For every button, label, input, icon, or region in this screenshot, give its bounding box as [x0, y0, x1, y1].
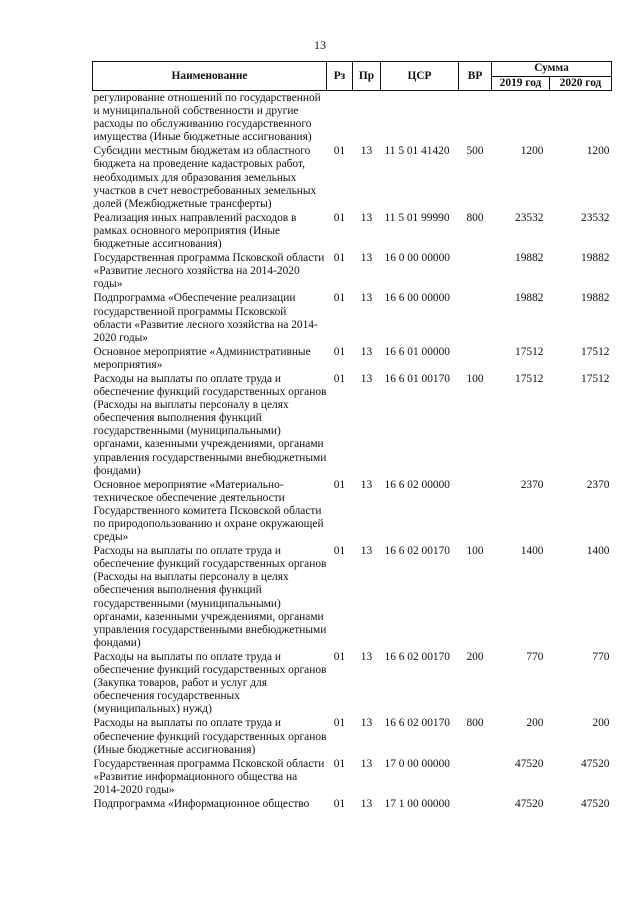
row-name: Государственная программа Псковской области «Развитие лесного хозяйства на 2014-2020 годы»	[93, 252, 325, 291]
table-row	[93, 251, 612, 291]
row-vr	[459, 291, 492, 344]
row-sum-2020: 770	[592, 650, 610, 663]
row-sum-2019: 2370	[520, 478, 544, 491]
page-number: 13	[314, 38, 326, 52]
row-csr: 17 1 00 00000	[384, 797, 450, 810]
row-name: Основное мероприятие «Материально-техническое обеспечение деятельности Государственного комитета Псковской области по природопользованию и охране окружающей среды»	[93, 478, 324, 544]
table-row	[93, 211, 612, 251]
row-pr: 13	[360, 145, 373, 158]
row-csr	[381, 91, 459, 145]
row-sum-2020	[550, 91, 612, 145]
row-sum-2020: 19882	[581, 292, 610, 305]
table-row	[93, 544, 612, 650]
row-vr: 100	[466, 372, 484, 385]
row-name: Расходы на выплаты по оплате труда и обеспечение функций государственных органов (Закупка товаров, работ и услуг для обеспечения государственных (муниципальных) нужд)	[93, 650, 327, 716]
row-rz: 01	[333, 545, 346, 558]
row-name: регулирование отношений по государственной и муниципальной собственности и другие расходы по обслуживанию государственного имущества (Иные бюджетные ассигнования)	[93, 92, 321, 144]
row-sum-2020: 47520	[581, 757, 610, 770]
row-csr: 16 6 02 00170	[384, 717, 450, 730]
row-sum-2019: 47520	[515, 797, 544, 810]
row-name: Расходы на выплаты по оплате труда и обеспечение функций государственных органов (Расходы на выплаты персоналу в целях обеспечения выполнения функций государственными (муниципальными) органами, казенными учреждениями, органами управления государственными внебюджетными фондами)	[93, 545, 327, 649]
row-pr: 13	[360, 252, 373, 265]
row-vr	[459, 797, 492, 811]
row-pr: 13	[360, 211, 373, 224]
row-csr: 11 5 01 99990	[384, 211, 450, 224]
row-rz: 01	[333, 211, 346, 224]
table-row	[93, 144, 612, 210]
table-row	[93, 757, 612, 797]
row-pr	[353, 91, 381, 145]
row-sum-2020: 19882	[581, 252, 610, 265]
row-rz: 01	[333, 717, 346, 730]
table-row	[93, 478, 612, 544]
row-csr: 16 6 02 00170	[384, 545, 450, 558]
row-csr: 16 0 00 00000	[384, 252, 450, 265]
row-pr: 13	[360, 797, 373, 810]
row-vr	[459, 345, 492, 372]
row-sum-2019: 17512	[515, 372, 544, 385]
row-name: Реализация иных направлений расходов в рамках основного мероприятия (Иные бюджетные ассигнования)	[93, 211, 297, 251]
row-sum-2020: 1400	[586, 545, 610, 558]
row-pr: 13	[360, 292, 373, 305]
table-row	[93, 372, 612, 478]
row-vr	[459, 478, 492, 544]
row-sum-2019	[492, 91, 550, 145]
row-name: Расходы на выплаты по оплате труда и обеспечение функций государственных органов (Расходы на выплаты персоналу в целях обеспечения выполнения функций государственными (муниципальными) органами, казенными учреждениями, органами управления государственными внебюджетными фондами)	[93, 372, 327, 477]
row-name: Подпрограмма «Обеспечение реализации государственной программы Псковской области «Развитие лесного хозяйства на 2014-2020 годы»	[93, 292, 318, 344]
header-sum: Сумма	[492, 62, 612, 77]
row-sum-2019: 770	[526, 650, 544, 663]
row-vr	[459, 757, 492, 797]
row-sum-2019: 17512	[515, 345, 544, 358]
header-pr: Пр	[353, 62, 381, 91]
table-row	[93, 797, 612, 811]
table-row	[93, 650, 612, 716]
table-header	[93, 62, 612, 91]
row-csr: 16 6 02 00000	[384, 478, 450, 491]
row-rz: 01	[333, 372, 346, 385]
row-vr	[459, 91, 492, 145]
row-sum-2019: 47520	[515, 757, 544, 770]
row-pr: 13	[360, 478, 373, 491]
table-row	[93, 91, 612, 145]
header-vr: ВР	[459, 62, 492, 91]
row-csr: 16 6 00 00000	[384, 292, 450, 305]
row-csr: 16 6 01 00170	[384, 372, 450, 385]
row-vr: 500	[466, 145, 484, 158]
header-year-2019: 2019 год	[492, 76, 550, 91]
row-csr: 11 5 01 41420	[384, 145, 450, 158]
row-sum-2020: 17512	[581, 345, 610, 358]
row-sum-2020: 47520	[581, 797, 610, 810]
row-csr: 16 6 01 00000	[384, 345, 450, 358]
header-csr: ЦСР	[381, 62, 459, 91]
table-row	[93, 345, 612, 372]
row-csr: 17 0 00 00000	[384, 757, 450, 770]
row-sum-2019: 200	[526, 717, 544, 730]
row-name: Подпрограмма «Информационное общество	[93, 797, 310, 810]
row-pr: 13	[360, 717, 373, 730]
row-rz: 01	[333, 345, 346, 358]
row-sum-2019: 23532	[515, 211, 544, 224]
table-row	[93, 291, 612, 344]
row-sum-2020: 200	[592, 717, 610, 730]
table-body	[93, 91, 612, 812]
row-pr: 13	[360, 757, 373, 770]
row-rz: 01	[333, 478, 346, 491]
row-sum-2020: 2370	[586, 478, 610, 491]
row-vr: 800	[466, 211, 484, 224]
table-row	[93, 716, 612, 756]
header-rz: Рз	[327, 62, 353, 91]
row-rz: 01	[333, 252, 346, 265]
row-rz: 01	[333, 797, 346, 810]
row-rz: 01	[333, 145, 346, 158]
budget-table-container	[92, 61, 611, 811]
row-vr: 800	[466, 717, 484, 730]
row-pr: 13	[360, 545, 373, 558]
row-vr: 100	[466, 545, 484, 558]
row-pr: 13	[360, 372, 373, 385]
row-vr	[459, 251, 492, 291]
row-name: Государственная программа Псковской области «Развитие информационного общества на 2014-2020 годы»	[93, 757, 325, 796]
row-sum-2019: 1400	[520, 545, 544, 558]
row-name: Расходы на выплаты по оплате труда и обеспечение функций государственных органов (Иные бюджетные ассигнования)	[93, 717, 327, 756]
header-year-2020: 2020 год	[550, 76, 612, 91]
row-pr: 13	[360, 345, 373, 358]
row-name: Субсидии местным бюджетам из областного бюджета на проведение кадастровых работ, необходимых для образования земельных участков в счет невостребованных земельных долей (Межбюджетные трансферты)	[93, 145, 317, 210]
row-csr: 16 6 02 00170	[384, 650, 450, 663]
row-sum-2020: 23532	[581, 211, 610, 224]
row-vr: 200	[466, 650, 484, 663]
row-sum-2020: 1200	[586, 145, 610, 158]
row-pr: 13	[360, 650, 373, 663]
row-sum-2019: 19882	[515, 292, 544, 305]
row-sum-2019: 19882	[515, 252, 544, 265]
row-rz	[327, 91, 353, 145]
row-rz: 01	[333, 292, 346, 305]
header-name: Наименование	[93, 62, 327, 91]
budget-table	[92, 61, 612, 811]
row-sum-2020: 17512	[581, 372, 610, 385]
row-rz: 01	[333, 650, 346, 663]
row-name: Основное мероприятие «Административные мероприятия»	[93, 345, 311, 371]
row-rz: 01	[333, 757, 346, 770]
row-sum-2019: 1200	[520, 145, 544, 158]
